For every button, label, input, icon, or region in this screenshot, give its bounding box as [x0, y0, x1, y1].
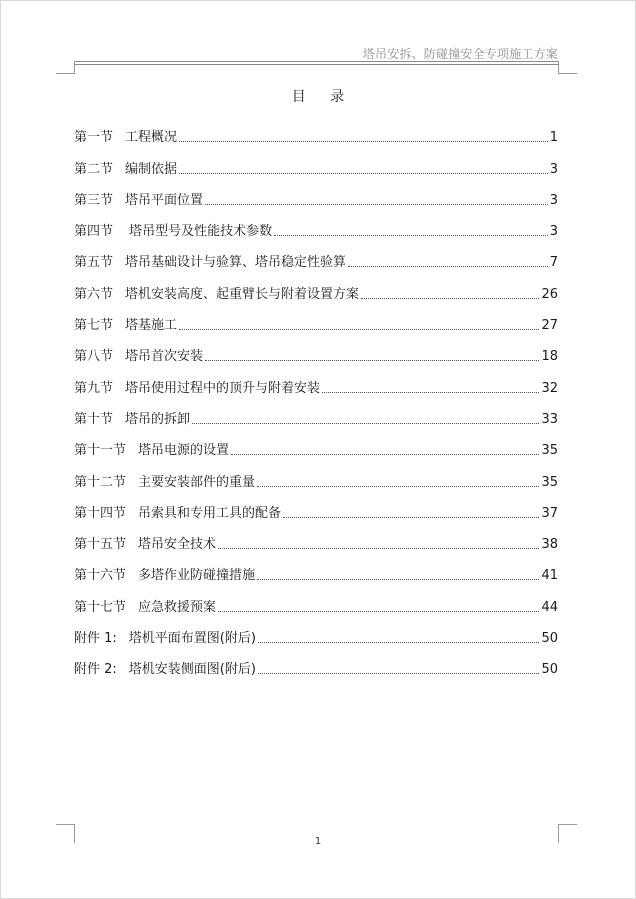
page-number: 1: [314, 836, 322, 847]
toc-entry-page: 35: [541, 474, 558, 490]
toc-leader-dots: [179, 329, 539, 330]
toc-entry-page: 50: [541, 662, 558, 678]
toc-entry[interactable]: [74, 523, 558, 554]
toc-leader-dots: [179, 173, 548, 174]
toc-entry-label: [74, 223, 272, 241]
toc-entry-label: [74, 630, 256, 648]
toc-leader-dots: [205, 204, 548, 205]
toc-entry-text: 塔吊基础设计与验算、塔吊稳定性验算: [125, 255, 347, 271]
toc-entry-text: 塔机安装高度、起重臂长与附着设置方案: [125, 286, 360, 302]
crop-mark-top-left: [56, 61, 75, 74]
toc-entry-number: 第四节: [74, 224, 114, 240]
toc-entry-label: [74, 442, 229, 460]
toc-entry[interactable]: [74, 648, 558, 679]
toc-leader-dots: [257, 486, 539, 487]
toc-entry-text: 工程概况: [125, 130, 178, 146]
toc-entry[interactable]: [74, 429, 558, 460]
toc-entry-number: 第二节: [74, 161, 114, 177]
toc-entry-number: 第七节: [74, 318, 114, 334]
header-rule-thin: [74, 64, 558, 65]
toc-leader-dots: [218, 548, 539, 549]
toc-entry-page: 50: [541, 631, 558, 647]
toc-leader-dots: [205, 360, 539, 361]
toc-entry-label: [74, 411, 190, 429]
toc-entry-number: 第十五节: [74, 537, 127, 553]
toc-entry[interactable]: [74, 335, 558, 366]
toc-leader-dots: [361, 298, 539, 299]
toc-entry-label: [74, 286, 359, 304]
toc-entry[interactable]: [74, 304, 558, 335]
toc-entry-number: 第十六节: [74, 568, 127, 584]
toc-entry-number: 第十节: [74, 411, 114, 427]
toc-entry-page: 3: [549, 161, 558, 177]
toc-entry-text: 塔机安装侧面图(附后): [128, 662, 256, 678]
toc-entry-number: 第三节: [74, 192, 114, 208]
toc-entry-text: 吊索具和专用工具的配备: [138, 505, 282, 521]
toc-entry-page: 1: [549, 130, 558, 146]
toc-leader-dots: [258, 642, 540, 643]
toc-entry-page: 3: [549, 192, 558, 208]
toc-entry-page: 3: [549, 224, 558, 240]
toc-entry-number: 第八节: [74, 349, 114, 365]
toc-leader-dots: [348, 266, 548, 267]
toc-entry-label: [74, 536, 216, 554]
toc-entry-label: [74, 317, 177, 335]
toc-entry-label: [74, 348, 203, 366]
toc-entry-page: 38: [541, 537, 558, 553]
toc-entry-label: [74, 192, 203, 210]
toc-entry[interactable]: [74, 460, 558, 491]
toc-entry-number: 第五节: [74, 255, 114, 271]
toc-leader-dots: [274, 235, 548, 236]
toc-entry[interactable]: [74, 179, 558, 210]
toc-entry-page: 7: [549, 255, 558, 271]
toc-entry-text: 塔吊型号及性能技术参数: [125, 224, 273, 240]
toc-leader-dots: [179, 141, 548, 142]
toc-entry-label: [74, 474, 255, 492]
toc-entry[interactable]: [74, 241, 558, 272]
toc-leader-dots: [258, 673, 540, 674]
toc-entry-page: 41: [541, 568, 558, 584]
toc-entry-text: 塔吊平面位置: [125, 192, 204, 208]
toc-entry-label: [74, 380, 320, 398]
toc-entry-page: 18: [541, 349, 558, 365]
toc-entry[interactable]: [74, 116, 558, 147]
toc-entry-label: [74, 161, 177, 179]
toc-entry-text: 塔吊使用过程中的顶升与附着安装: [125, 380, 321, 396]
toc-entry-text: 塔基施工: [125, 318, 178, 334]
running-header: 塔吊安拆、防碰撞安全专项施工方案: [362, 47, 558, 61]
toc-entry[interactable]: [74, 554, 558, 585]
toc-entry-text: 塔吊的拆卸: [125, 411, 191, 427]
toc-entry-text: 塔吊安全技术: [138, 537, 217, 553]
toc-entry[interactable]: [74, 492, 558, 523]
toc-entry-number: 第十二节: [74, 474, 127, 490]
toc-entry-number: 第十四节: [74, 505, 127, 521]
header-rule: [74, 61, 558, 62]
toc-entry-page: 33: [541, 411, 558, 427]
toc-entry-label: [74, 661, 256, 679]
toc-entry-number: 附件 2:: [74, 662, 117, 678]
toc-entry-text: 塔吊电源的设置: [138, 443, 230, 459]
toc-entry[interactable]: [74, 210, 558, 241]
toc-entry-number: 第十七节: [74, 599, 127, 615]
toc-entry-label: [74, 567, 255, 585]
toc-leader-dots: [192, 423, 539, 424]
toc-entry-page: 35: [541, 443, 558, 459]
toc-entry-text: 应急救援预案: [138, 599, 217, 615]
toc-entry-page: 44: [541, 599, 558, 615]
toc-entry-label: [74, 129, 177, 147]
toc-entry-number: 第六节: [74, 286, 114, 302]
toc-entry[interactable]: [74, 366, 558, 397]
toc-entry-text: 编制依据: [125, 161, 178, 177]
toc-entry-number: 第九节: [74, 380, 114, 396]
toc-entry-page: 37: [541, 505, 558, 521]
toc-leader-dots: [231, 454, 539, 455]
toc-entry[interactable]: [74, 585, 558, 616]
toc-entry[interactable]: [74, 272, 558, 303]
toc-entry-text: 塔吊首次安装: [125, 349, 204, 365]
toc-leader-dots: [257, 579, 539, 580]
toc-entry-number: 附件 1:: [74, 631, 117, 647]
toc-leader-dots: [283, 517, 539, 518]
toc-entry-page: 32: [541, 380, 558, 396]
toc-entry-page: 26: [541, 286, 558, 302]
toc-entry-text: 塔机平面布置图(附后): [128, 631, 256, 647]
toc-entry[interactable]: [74, 617, 558, 648]
toc-entry[interactable]: [74, 147, 558, 178]
toc-entry-label: [74, 599, 216, 617]
toc-entry-text: 多塔作业防碰撞措施: [138, 568, 256, 584]
toc-entry[interactable]: [74, 398, 558, 429]
toc-entry-page: 27: [541, 318, 558, 334]
toc-title: 目 录: [291, 89, 355, 105]
toc-entry-label: [74, 505, 281, 523]
toc-leader-dots: [322, 392, 539, 393]
toc-entry-label: [74, 254, 346, 272]
toc-entry-number: 第一节: [74, 130, 114, 146]
toc-entry-number: 第十一节: [74, 443, 127, 459]
crop-mark-top-right: [558, 61, 577, 74]
toc-entry-text: 主要安装部件的重量: [138, 474, 256, 490]
toc-list: [74, 116, 558, 679]
toc-leader-dots: [218, 611, 539, 612]
